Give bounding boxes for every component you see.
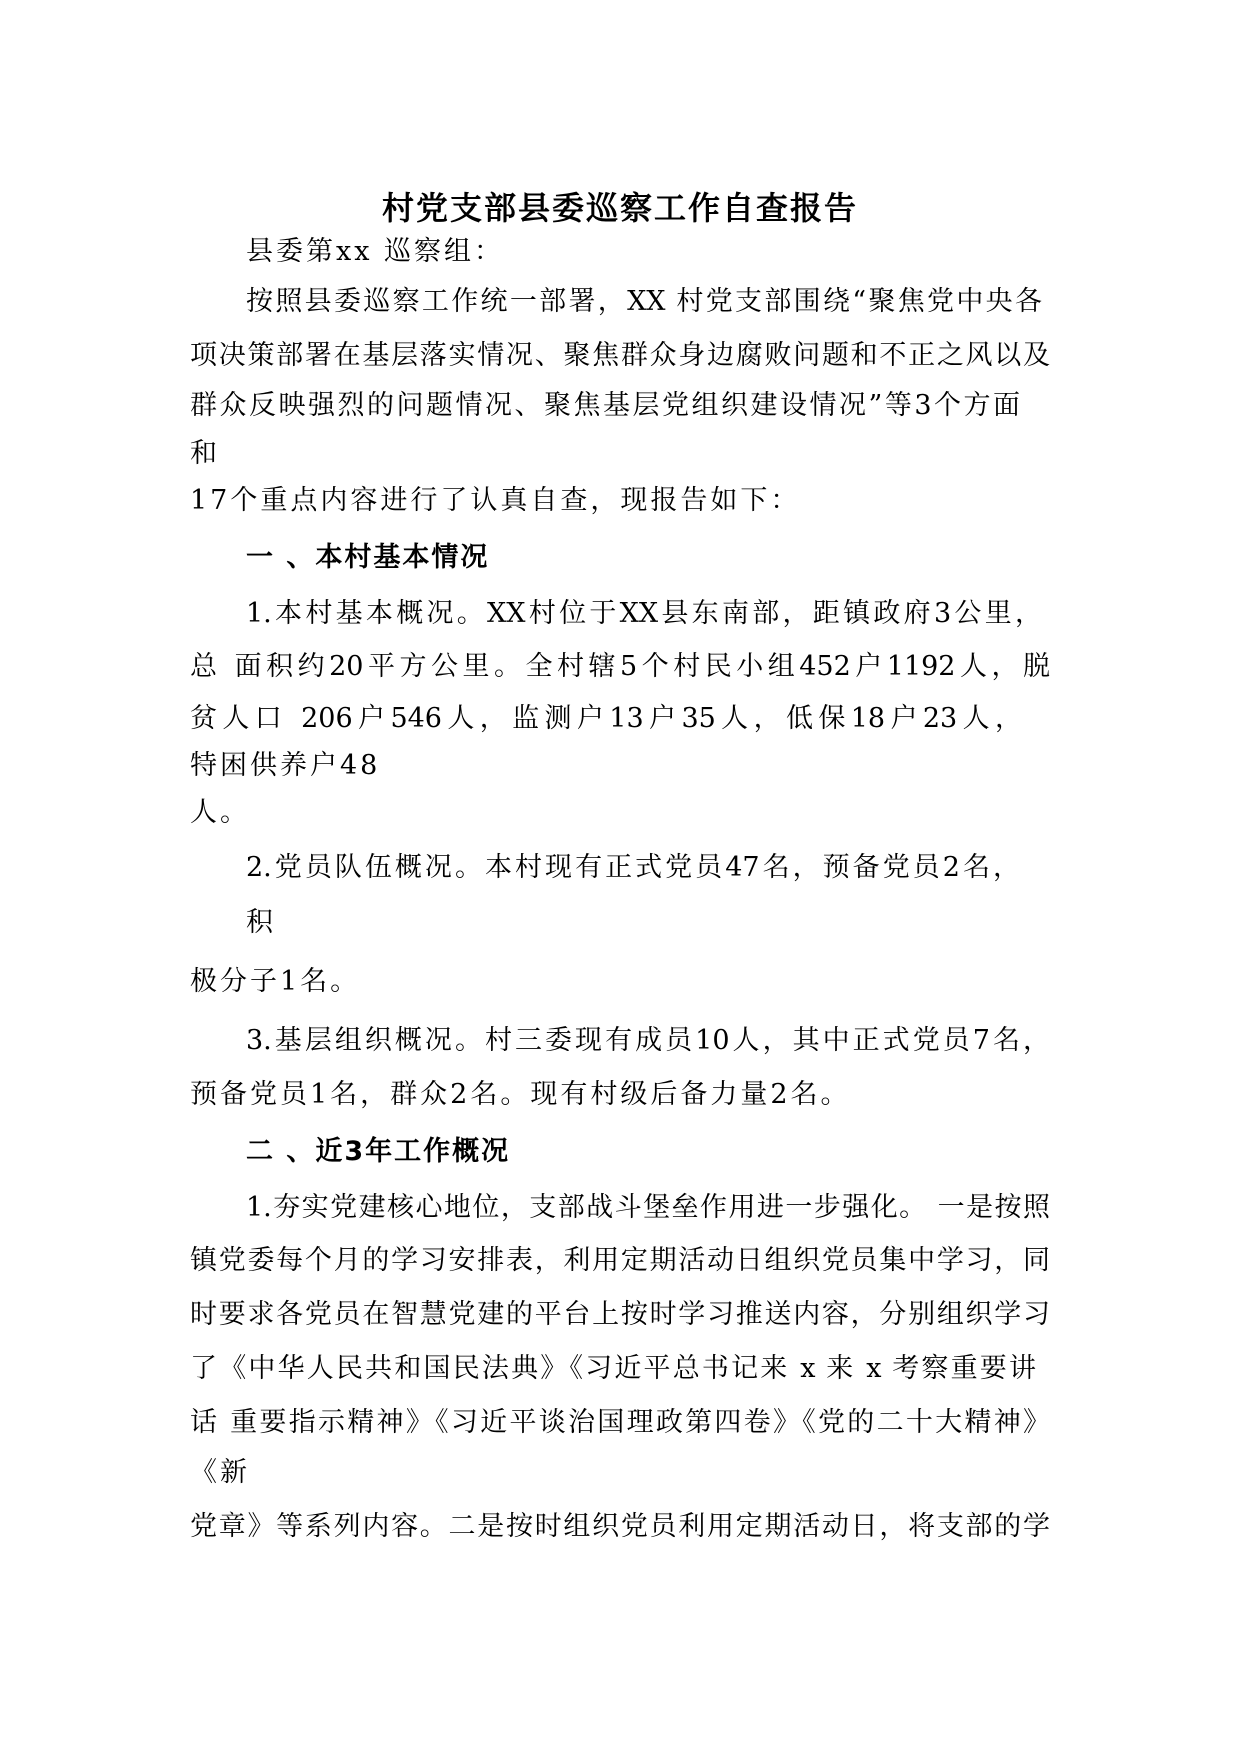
section-heading-1: 一 、本村基本情况 [246, 542, 490, 573]
paragraph-line: 人。 [190, 797, 250, 828]
paragraph-line: 总 面积约20平方公里。全村辖5个村民小组452户1192人，脱 [190, 651, 1050, 682]
intro-line: 17个重点内容进行了认真自查，现报告如下： [190, 485, 801, 516]
intro-line: 项决策部署在基层落实情况、聚焦群众身边腐败问题和不正之风以及 [190, 340, 1050, 371]
paragraph-line: 2.党员队伍概况。本村现有正式党员47名，预备党员2名， [246, 852, 1020, 883]
paragraph-line: 贫人口 206户546人，监测户13户35人，低保18户23人， [190, 703, 1022, 734]
paragraph-line: 《新 [190, 1457, 250, 1488]
paragraph-line: 1.夯实党建核心地位，支部战斗堡垒作用进一步强化。 一是按照 [246, 1192, 1050, 1223]
salutation: 县委第xx 巡察组： [246, 236, 505, 267]
paragraph-line: 党章》等系列内容。二是按时组织党员利用定期活动日，将支部的学 [190, 1511, 1050, 1542]
document-title: 村党支部县委巡察工作自查报告 [381, 189, 858, 227]
paragraph-line: 特困供养户48 [190, 750, 381, 781]
paragraph-line: 积 [246, 907, 276, 938]
paragraph-line: 镇党委每个月的学习安排表，利用定期活动日组织党员集中学习，同 [190, 1245, 1050, 1276]
paragraph-line: 话 重要指示精神》《习近平谈治国理政第四卷》《党的二十大精神》 [190, 1407, 1050, 1438]
paragraph-line: 了《中华人民共和国民法典》《习近平总书记来 x 来 x 考察重要讲 [190, 1353, 1036, 1384]
intro-line: 按照县委巡察工作统一部署，XX 村党支部围绕“聚焦党中央各 [246, 286, 1042, 317]
paragraph-line: 时要求各党员在智慧党建的平台上按时学习推送内容，分别组织学习 [190, 1299, 1050, 1330]
intro-line: 群众反映强烈的问题情况、聚焦基层党组织建设情况”等3个方面 [190, 390, 1020, 421]
paragraph-line: 预备党员1名，群众2名。现有村级后备力量2名。 [190, 1079, 851, 1110]
paragraph-line: 极分子1名。 [190, 966, 361, 997]
paragraph-line: 1.本村基本概况。XX村位于XX县东南部，距镇政府3公里， [246, 598, 1042, 629]
intro-line: 和 [190, 438, 220, 469]
section-heading-2: 二 、近3年工作概况 [246, 1136, 511, 1167]
paragraph-line: 3.基层组织概况。村三委现有成员10人，其中正式党员7名， [246, 1025, 1050, 1056]
